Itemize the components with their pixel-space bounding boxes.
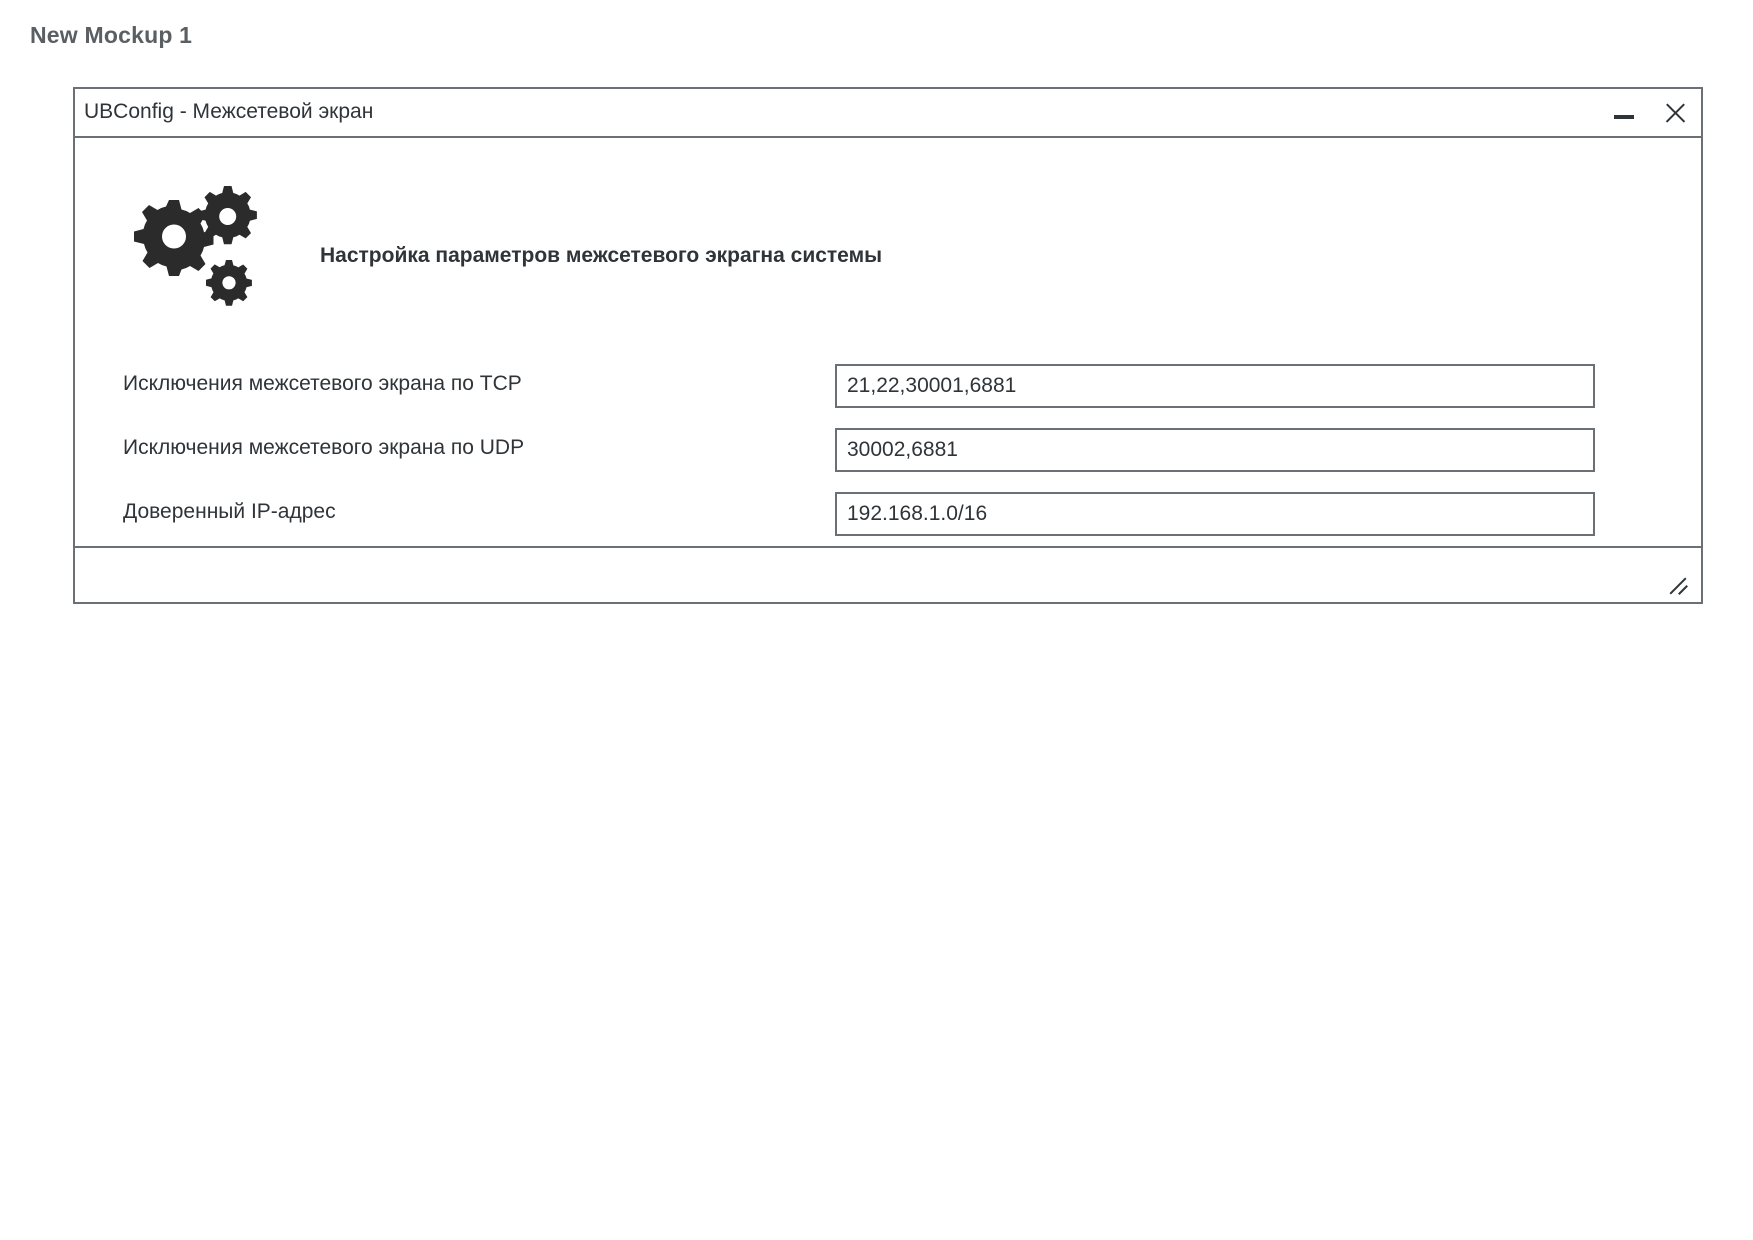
app-window [73,87,1703,604]
minimize-icon[interactable] [1613,102,1635,124]
window-titlebar[interactable] [75,89,1701,138]
dialog-caption: Настройка параметров межсетевого экрагна системы [320,244,883,267]
udp-exclusions-label: Исключения межсетевого экрана по UDP [123,436,525,459]
resize-grip-icon[interactable] [1665,568,1689,592]
trusted-ip-label: Доверенный IP-адрес [123,500,336,523]
tcp-exclusions-input[interactable] [835,364,1595,408]
field-row [75,428,1701,472]
window-body [75,138,1701,546]
field-row [75,492,1701,536]
window-statusbar [75,546,1701,602]
udp-exclusions-input[interactable] [835,428,1595,472]
page-title: New Mockup 1 [30,22,193,48]
window-controls [1613,89,1687,136]
tcp-exclusions-label: Исключения межсетевого экрана по TCP [123,372,522,395]
field-row [75,364,1701,408]
trusted-ip-input[interactable] [835,492,1595,536]
close-icon[interactable] [1663,101,1687,125]
window-title: UBConfig - Межсетевой экран [84,100,374,123]
gears-icon [125,178,265,308]
